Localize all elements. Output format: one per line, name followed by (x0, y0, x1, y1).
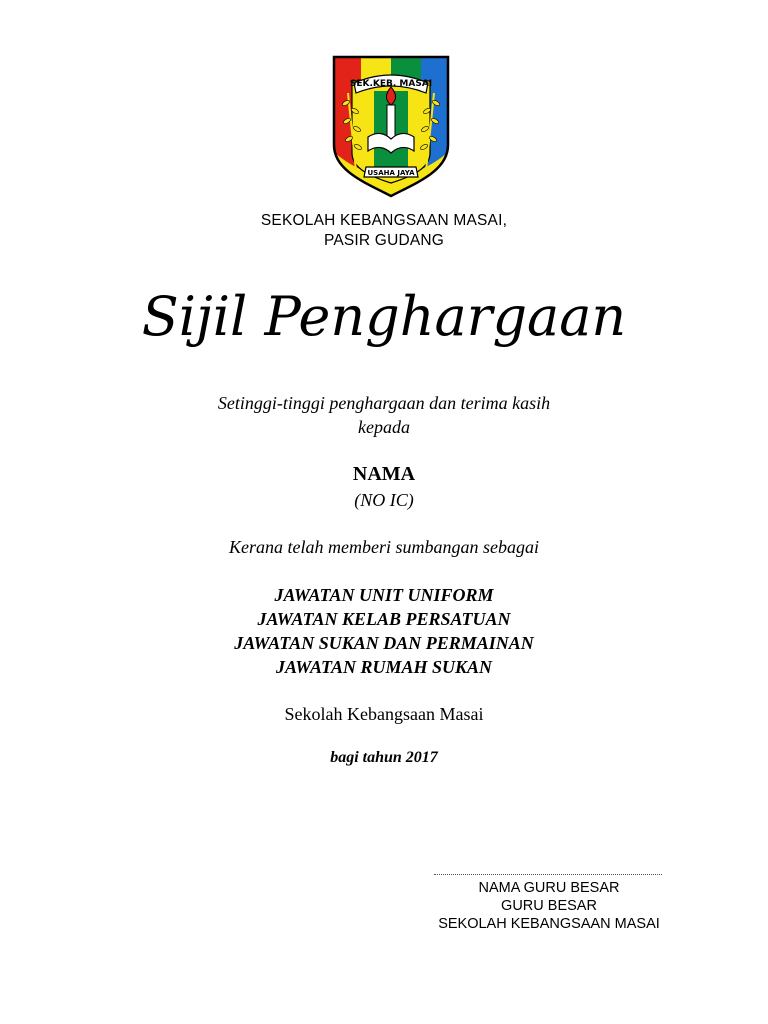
certificate-title: Sijil Penghargaan (141, 285, 627, 348)
school-header-line1: SEKOLAH KEBANGSAAN MASAI, (260, 212, 508, 229)
recipient-name: NAMA (352, 463, 416, 485)
signature-line (434, 874, 662, 875)
year-text: bagi tahun 2017 (330, 749, 438, 766)
school-name-text: Sekolah Kebangsaan Masai (284, 704, 484, 724)
position-item: JAWATAN KELAB PERSATUAN (257, 609, 511, 629)
crest-motto-text: USAHA JAYA (367, 169, 415, 177)
crest-ribbon-text: SEK.KEB. MASAI (349, 79, 433, 89)
signatory-school: SEKOLAH KEBANGSAAN MASAI (438, 916, 660, 932)
position-item: JAWATAN UNIT UNIFORM (274, 585, 494, 605)
recipient-ic: (NO IC) (354, 490, 414, 510)
school-crest-logo (330, 53, 452, 199)
school-header-line2: PASIR GUDANG (323, 232, 445, 249)
reason-text: Kerana telah memberi sumbangan sebagai (229, 537, 539, 557)
signatory-role: GURU BESAR (501, 898, 597, 914)
signatory-name: NAMA GURU BESAR (478, 880, 620, 896)
intro-line-1: Setinggi-tinggi penghargaan dan terima kasih (217, 393, 551, 413)
position-item: JAWATAN SUKAN DAN PERMAINAN (234, 633, 534, 653)
position-item: JAWATAN RUMAH SUKAN (275, 657, 493, 677)
intro-line-2: kepada (358, 417, 410, 437)
